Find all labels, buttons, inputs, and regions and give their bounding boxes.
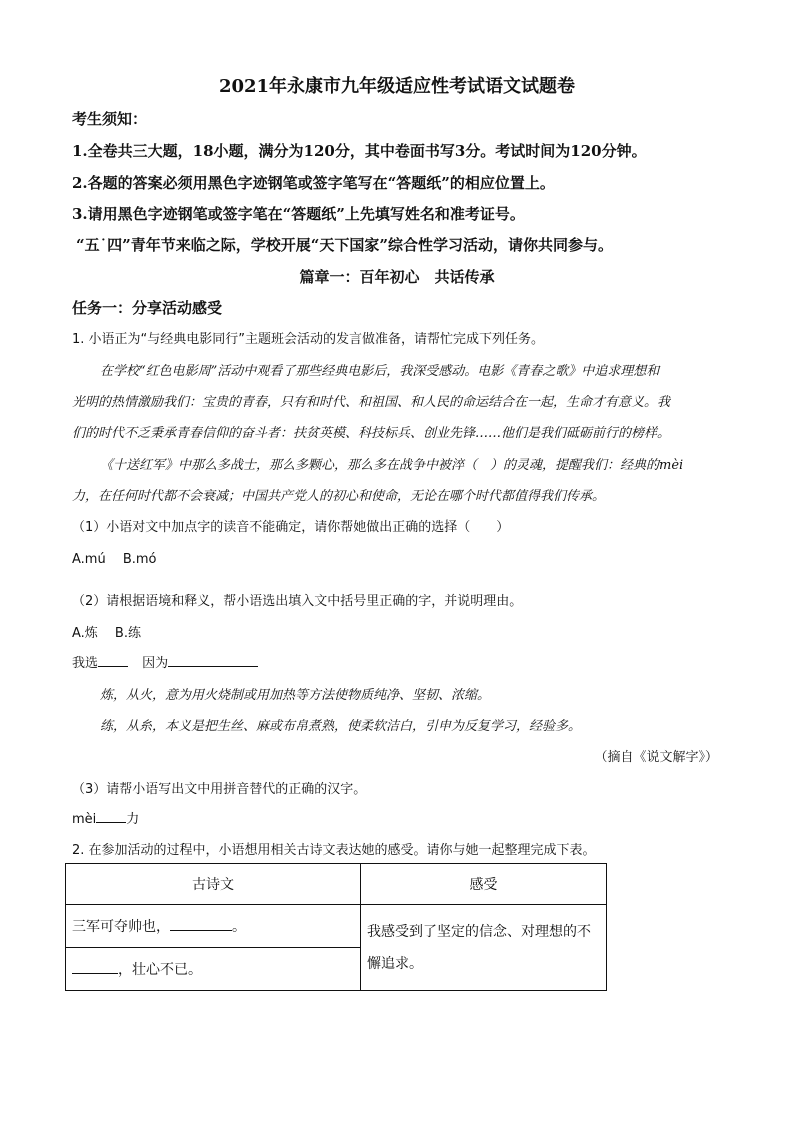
passage-line: 力，在任何时代都不会衰减；中国共产党人的初心和使命，无论在哪个时代都值得我们传承。	[72, 489, 606, 504]
sub-question-1-options: A.mú B.mó	[72, 552, 157, 567]
table-header-feeling: 感受	[361, 864, 607, 905]
poem-line-end: ，壮心不已。	[118, 962, 202, 978]
poem-cell	[66, 905, 361, 948]
poem-line-text: 三军可夺帅也，	[72, 919, 170, 935]
sub-question-2: （2）请根据语境和释义，帮小语选出填入文中括号里正确的字，并说明理由。	[72, 594, 523, 609]
notice-item: 2.各题的答案必须用黑色字迹钢笔或签字笔写在“答题纸”的相应位置上。	[72, 174, 555, 192]
page-title: 2021年永康市九年级适应性考试语文试题卷	[218, 76, 576, 97]
question-2-stem: 2. 在参加活动的过程中，小语想用相关古诗文表达她的感受。请你与她一起整理完成下表。	[72, 843, 596, 858]
sub-question-2-answer	[72, 652, 258, 671]
answer-blank[interactable]	[98, 652, 128, 667]
table-header-row	[66, 864, 607, 905]
chapter-heading: 篇章一：百年初心 共话传承	[299, 268, 495, 286]
table-header-poem: 古诗文	[66, 864, 361, 905]
pinyin-suffix: 力	[126, 812, 140, 827]
sub-question-2-options: A.炼 B.练	[72, 626, 141, 641]
answer-prefix: 我选	[72, 656, 99, 671]
table-row	[66, 905, 607, 948]
definition-line: 练，从糸，本义是把生丝、麻或布帛煮熟，使柔软洁白，引申为反复学习，经验多。	[100, 719, 582, 734]
sub-question-1: （1）小语对文中加点字的读音不能确定，请你帮她做出正确的选择（ ）	[72, 520, 510, 535]
reason-blank[interactable]	[168, 652, 258, 667]
feeling-cell: 我感受到了坚定的信念、对理想的不懈追求。	[361, 905, 607, 991]
poem-blank[interactable]	[72, 959, 118, 974]
activity-intro: “五˙四”青年节来临之际，学校开展“天下国家”综合性学习活动，请你共同参与。	[76, 236, 614, 254]
poem-cell	[66, 948, 361, 991]
passage-line: 《十送红军》中那么多战士，那么多颗心，那么多在战争中被淬（ ）的灵魂，提醒我们：经典的mèi	[100, 458, 684, 473]
passage-line: 们的时代不乏秉承青春信仰的奋斗者：扶贫英模、科技标兵、创业先锋……他们是我们砥砺前行的榜样。	[72, 426, 671, 441]
notice-item: 1.全卷共三大题，18小题，满分为120分，其中卷面书写3分。考试时间为120分钟。	[72, 142, 647, 160]
poem-line-end: 。	[232, 919, 246, 935]
sub-question-3: （3）请帮小语写出文中用拼音替代的正确的汉字。	[72, 782, 367, 797]
poem-table	[65, 863, 607, 991]
notice-heading: 考生须知：	[72, 110, 148, 128]
passage-line: 在学校“红色电影周”活动中观看了那些经典电影后，我深受感动。电影《青春之歌》中追求理想和	[100, 364, 660, 379]
hanzi-blank[interactable]	[96, 808, 126, 823]
poem-blank[interactable]	[170, 916, 232, 931]
reason-prefix: 因为	[142, 656, 169, 671]
question-1-stem: 1. 小语正为“与经典电影同行”主题班会活动的发言做准备，请帮忙完成下列任务。	[72, 332, 545, 347]
notice-item: 3.请用黑色字迹钢笔或签字笔在“答题纸”上先填写姓名和准考证号。	[72, 205, 525, 223]
pinyin-prefix: mèi	[72, 812, 97, 827]
sub-question-3-answer	[72, 808, 139, 827]
passage-line: 光明的热情激励我们：宝贵的青春，只有和时代、和祖国、和人民的命运结合在一起，生命才有意义。我	[72, 395, 671, 410]
citation-source: （摘自《说文解字》）	[594, 750, 718, 765]
definition-line: 炼，从火，意为用火烧制或用加热等方法使物质纯净、坚韧、浓缩。	[100, 688, 491, 703]
task-heading: 任务一：分享活动感受	[72, 299, 223, 317]
